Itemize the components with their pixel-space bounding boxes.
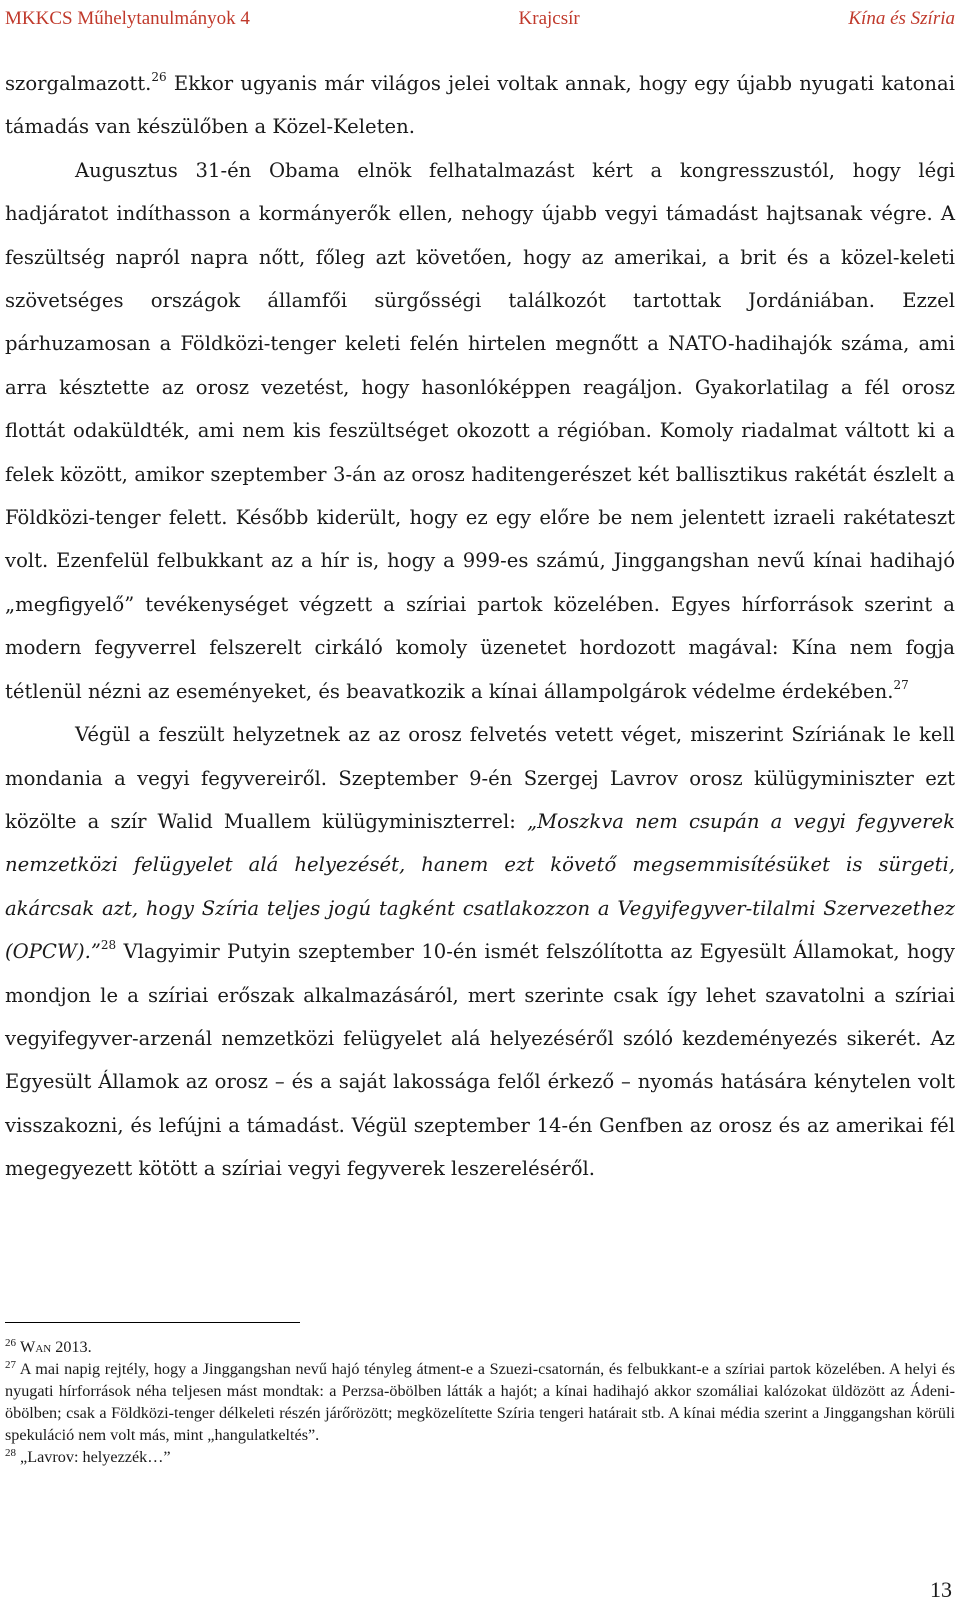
- footnote-text: Wan 2013.: [20, 1338, 92, 1356]
- main-text: [5, 62, 955, 1191]
- paragraph-1-text-b: Ekkor ugyanis már világos jelei voltak annak, hogy egy újabb nyugati katonai támadás van készülőben a Közel-Keleten.: [5, 72, 955, 139]
- header-chapter-title: Kína és Szíria: [848, 8, 955, 29]
- footnote-text: A mai napig rejtély, hogy a Jinggangshan nevű hajó tényleg átment-e a Szuezi-csatornán, és felbukkant-e a szíriai partok közelében. A helyi és nyugati hírforrások néha teljesen mást mondtak: a Perzsa-öbölben látták a hajót; a kínai hadihajó akkor szomáliai kalózokat üldözött az Ádeni-öbölben; csak a Földközi-tenger délkeleti részén járőrözött; megközelítette Szíria tengeri határait stb. A kínai média szerint a Jinggangshan körüli spekuláció nem volt más, mint „hangulatkeltés”.: [5, 1360, 955, 1444]
- footnote-ref-26[interactable]: 26: [151, 70, 167, 84]
- footnote-27: [5, 1358, 955, 1446]
- lavrov-quote: „Moszkva nem csupán a vegyi fegyverek nemzetközi felügyelet alá helyezését, hanem ezt követő megsemmisítésüket is sürgeti, akárcsak azt, hogy Szíria teljes jogú tagként csatlakozzon a Vegyifegyver-tilalmi Szervezethez (OPCW).”: [5, 809, 955, 964]
- footnote-number: 27: [5, 1359, 16, 1371]
- paragraph-3: [5, 713, 955, 1190]
- footnote-ref-27[interactable]: 27: [893, 677, 909, 692]
- page-number: 13: [930, 1577, 952, 1602]
- footnote-separator: [5, 1322, 300, 1323]
- paragraph-3-text-a: Végül a feszült helyzetnek az az orosz felvetés vetett véget, miszerint Szíriának le kell mondania a vegyi fegyvereiről. Szeptember 9-én Szergej Lavrov orosz külügyminiszter ezt közölte a szír Walid Muallem külügyminiszterrel:: [5, 723, 955, 833]
- paragraph-2: [5, 149, 955, 713]
- footnotes: [5, 1336, 955, 1468]
- header-series-title: MKKCS Műhelytanulmányok 4: [5, 8, 250, 29]
- paragraph-2-text: Augusztus 31-én Obama elnök felhatalmazást kért a kongresszustól, hogy légi hadjáratot indíthasson a kormányerők ellen, nehogy újabb vegyi támadást hajtsanak végre. A feszültség napról napra nőtt, főleg azt követően, hogy az amerikai, a brit és a közel-keleti szövetséges országok államfői sürgősségi találkozót tartottak Jordániában. Ezzel párhuzamosan a Földközi-tenger keleti felén hirtelen megnőtt a NATO-hadihajók száma, ami arra késztette az orosz vezetést, hogy hasonlóképpen reagáljon. Gyakorlatilag a fél orosz flottát odaküldték, ami nem kis feszültséget okozott a régióban. Komoly riadalmat váltott ki a felek között, amikor szeptember 3-án az orosz haditengerészet két ballisztikus rakétát észlelt a Földközi-tenger felett. Később kiderült, hogy ez egy előre be nem jelentett izraeli rakétateszt volt. Ezenfelül felbukkant az a hír is, hogy a 999-es számú, Jinggangshan nevű kínai hadihajó „megfigyelő” tevékenységet végzett a szíriai partok közelében. Egyes hírforrások szerint a modern fegyverrel felszerelt cirkáló komoly üzenetet hordozott magával: Kína nem fogja tétlenül nézni az eseményeket, és beavatkozik a kínai állampolgárok védelme érdekében.: [5, 158, 955, 703]
- paragraph-1-text-a: szorgalmazott.: [5, 72, 152, 95]
- footnote-26: [5, 1336, 955, 1358]
- footnote-ref-28[interactable]: 28: [100, 938, 117, 953]
- header-author: Krajcsír: [518, 8, 580, 29]
- page-header: [5, 0, 955, 38]
- footnote-text: „Lavrov: helyezzék…”: [20, 1448, 171, 1466]
- footnote-number: 28: [5, 1447, 16, 1459]
- paragraph-1: [5, 62, 955, 149]
- paragraph-3-text-b: Vlagyimir Putyin szeptember 10-én ismét felszólította az Egyesült Államokat, hogy mondjon le a szíriai erőszak alkalmazásáról, mert szerinte csak így lehet szavatolni a szíriai vegyifegyver-arzenál nemzetközi felügyelet alá helyezéséről szóló kezdeményezés sikerét. Az Egyesült Államok az orosz – és a saját lakossága felől érkező – nyomás hatására kénytelen volt visszakozni, és lefújni a támadást. Végül szeptember 14-én Genfben az orosz és az amerikai fél megegyezett kötött a szíriai vegyi fegyverek leszereléséről.: [5, 940, 955, 1181]
- footnote-28: [5, 1446, 955, 1468]
- footnote-number: 26: [5, 1337, 16, 1349]
